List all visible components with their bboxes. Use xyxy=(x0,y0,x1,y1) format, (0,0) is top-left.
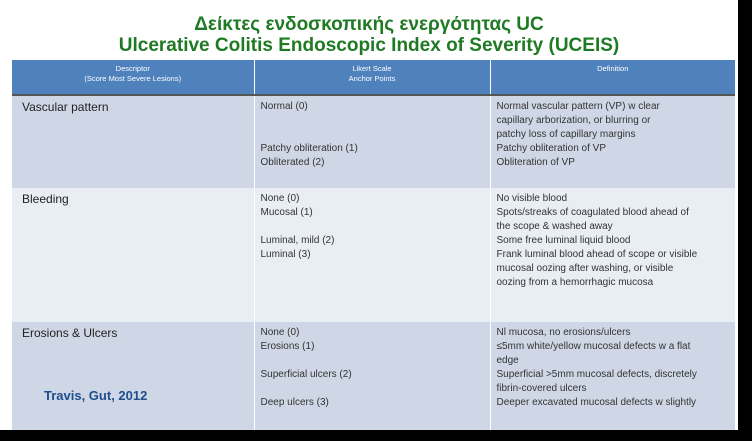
definition-line: Superficial >5mm mucosal defects, discretely xyxy=(496,369,697,380)
definition-line: Deeper excavated mucosal defects w slightly xyxy=(496,397,697,408)
likert-cell xyxy=(254,188,490,322)
header-definition-label: Definition xyxy=(597,64,629,73)
definition-cell xyxy=(490,188,735,322)
descriptor-cell: Erosions & Ulcers xyxy=(12,322,254,430)
likert-item: Normal (0) xyxy=(260,101,308,112)
slide-title-english: Ulcerative Colitis Endoscopic Index of Severity (UCEIS) xyxy=(118,35,620,56)
definition-line: fibrin-covered ulcers xyxy=(496,383,587,394)
descriptor-cell: Vascular pattern xyxy=(12,95,254,188)
likert-item: Luminal, mild (2) xyxy=(260,235,335,246)
likert-cell xyxy=(254,322,490,430)
header-likert xyxy=(254,60,490,95)
header-descriptor-label: Descriptor xyxy=(115,64,150,73)
definition-cell xyxy=(490,95,735,188)
descriptor-cell: Bleeding xyxy=(12,188,254,322)
likert-item: Erosions (1) xyxy=(260,341,315,352)
table-row xyxy=(12,322,735,430)
definition-line: edge xyxy=(496,355,519,366)
slide-title-greek: Δείκτες ενδοσκοπικής ενεργότητας UC xyxy=(194,14,544,35)
citation: Travis, Gut, 2012 xyxy=(44,388,148,403)
definition-line: Obliteration of VP xyxy=(496,157,575,168)
likert-item: Obliterated (2) xyxy=(260,157,325,168)
definition-line: Spots/streaks of coagulated blood ahead of xyxy=(496,207,689,218)
definition-cell xyxy=(490,322,735,430)
definition-line: ≤5mm white/yellow mucosal defects w a flat xyxy=(496,341,691,352)
uceis-table xyxy=(12,60,735,430)
definition-line: No visible blood xyxy=(496,193,568,204)
definition-line: the scope & washed away xyxy=(496,221,613,232)
header-likert-label: Likert Scale xyxy=(352,64,392,73)
header-descriptor xyxy=(12,60,254,95)
header-definition xyxy=(490,60,735,95)
definition-line: Some free luminal liquid blood xyxy=(496,235,631,246)
likert-item: Luminal (3) xyxy=(260,249,311,260)
likert-item: Deep ulcers (3) xyxy=(260,397,329,408)
likert-cell xyxy=(254,95,490,188)
definition-line: oozing from a hemorrhagic mucosa xyxy=(496,277,654,288)
table-row xyxy=(12,95,735,188)
definition-line: Nl mucosa, no erosions/ulcers xyxy=(496,327,631,338)
definition-line: Frank luminal blood ahead of scope or visible xyxy=(496,249,698,260)
table-row xyxy=(12,188,735,322)
definition-line: Patchy obliteration of VP xyxy=(496,143,607,154)
likert-item: Patchy obliteration (1) xyxy=(260,143,358,154)
likert-item: Mucosal (1) xyxy=(260,207,313,218)
table-header-row xyxy=(12,60,735,95)
likert-item: None (0) xyxy=(260,193,300,204)
header-descriptor-sub: (Score Most Severe Lesions) xyxy=(84,74,182,83)
definition-line: Normal vascular pattern (VP) w clear xyxy=(496,101,660,112)
likert-item: None (0) xyxy=(260,327,300,338)
definition-line: capillary arborization, or blurring or xyxy=(496,115,651,126)
likert-item: Superficial ulcers (2) xyxy=(260,369,352,380)
header-likert-sub: Anchor Points xyxy=(348,74,396,83)
definition-line: patchy loss of capillary margins xyxy=(496,129,636,140)
definition-line: mucosal oozing after washing, or visible xyxy=(496,263,674,274)
